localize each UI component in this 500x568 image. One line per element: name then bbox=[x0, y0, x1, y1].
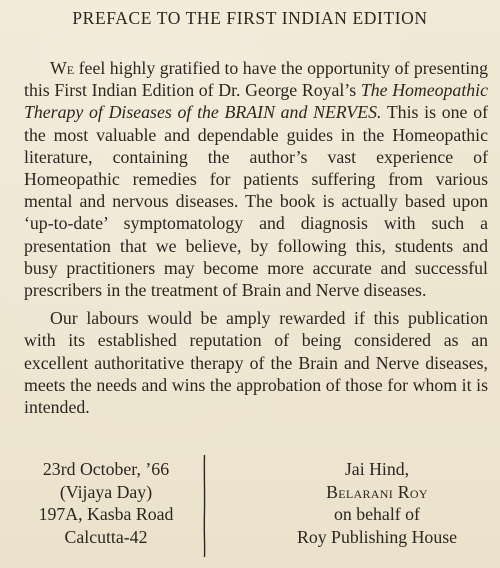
opening-word: We bbox=[50, 58, 75, 78]
salutation-line: Jai Hind, bbox=[344, 459, 410, 479]
city-line: Calcutta-42 bbox=[64, 526, 148, 547]
paragraph-1 bbox=[24, 57, 488, 301]
signature-block bbox=[262, 458, 492, 548]
publisher-line: Roy Publishing House bbox=[296, 526, 458, 547]
address-line: 197A, Kasba Road bbox=[38, 504, 174, 524]
occasion-line: (Vijaya Day) bbox=[59, 481, 153, 502]
behalf-line: on behalf of bbox=[334, 504, 420, 524]
preface-heading: PREFACE TO THE FIRST INDIAN EDITION bbox=[72, 8, 428, 28]
paragraph-1-lead: feel highly gratified to have the opportunity of presenting this First Indian Edition of Dr. George Royal’s bbox=[24, 58, 488, 101]
paragraph-2: Our labours would be amply rewarded if this publication with its established reputation of being considered as an excellent authoritative therapy of the Brain and Nerve diseases, meets the needs and wins the approbation of those for whom it is intended. bbox=[24, 308, 488, 418]
preface-body bbox=[24, 57, 488, 418]
book-title: The Homeopathic Therapy of Diseases of the BRAIN and NERVES. bbox=[24, 80, 488, 123]
signature-divider bbox=[203, 455, 206, 557]
paragraph-1-rest: This is one of the most valuable and dependable guides in the Homeopathic literature, containing the author’s vast experience of Homeopathic remedies for patients suffering from various mental and nervous diseases. The book is actually based upon ‘up-to-date’ symptomatology and diagnosis with such a presentation that we believe, by following this, students and busy practitioners may become more accurate and successful prescribers in the treatment of Brain and Nerve diseases. bbox=[24, 102, 488, 301]
date-address-block bbox=[16, 458, 196, 548]
date-line: 23rd October, ’66 bbox=[42, 459, 170, 479]
signatory-name: Belarani Roy bbox=[326, 481, 428, 502]
